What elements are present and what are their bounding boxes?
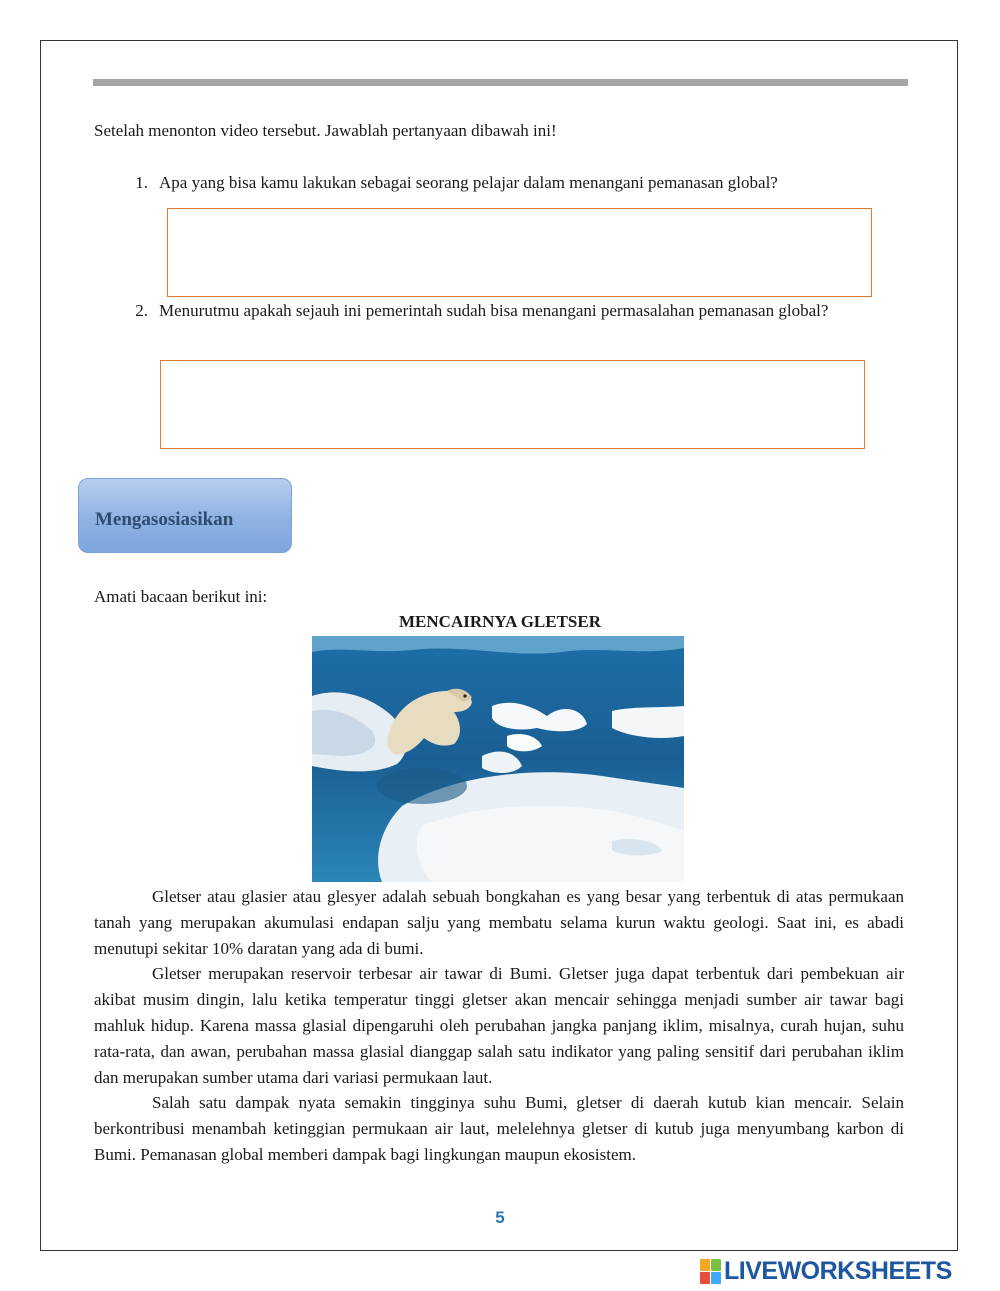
polar-bear-photo <box>312 636 684 882</box>
answer-box-2[interactable] <box>160 360 865 449</box>
section-tab <box>78 478 292 553</box>
question-1-number: 1. <box>135 173 148 192</box>
article-paragraph: Gletser atau glasier atau glesyer adalah sebuah bongkahan es yang besar yang terbentuk di atas permukaan tanah yang merupakan akumulasi endapan salju yang membatu selama kurun waktu geologi. Saat ini, es abadi menutupi sekitar 10% daratan yang ada di bumi. <box>94 887 904 958</box>
liveworksheets-logo <box>700 1258 952 1284</box>
article-paragraph: Salah satu dampak nyata semakin tingginya suhu Bumi, gletser di daerah kutub kian mencair. Selain berkontribusi menambah ketinggian permukaan air laut, melelehnya gletser di kutub juga menyumbang karbon di Bumi. Pemanasan global memberi dampak bagi lingkungan maupun ekosistem. <box>94 1093 904 1164</box>
question-2-number: 2. <box>135 301 148 320</box>
page-number: 5 <box>495 1208 505 1227</box>
intro-text: Setelah menonton video tersebut. Jawablah pertanyaan dibawah ini! <box>94 121 557 140</box>
instruction-text: Amati bacaan berikut ini: <box>94 587 268 606</box>
question-2-text: Menurutmu apakah sejauh ini pemerintah sudah bisa menangani permasalahan pemanasan global? <box>159 301 829 320</box>
article-body <box>94 884 904 1168</box>
header-rule <box>93 79 908 86</box>
answer-box-1[interactable] <box>167 208 872 297</box>
question-1-text: Apa yang bisa kamu lakukan sebagai seorang pelajar dalam menangani pemanasan global? <box>159 173 778 192</box>
logo-squares-icon <box>700 1259 721 1284</box>
watermark-text: LIVEWORKSHEETS <box>724 1256 952 1285</box>
section-label: Mengasosiasikan <box>95 509 234 530</box>
article-paragraph: Gletser merupakan reservoir terbesar air tawar di Bumi. Gletser juga dapat terbentuk dari pembekuan air akibat musim dingin, lalu ketika temperatur tinggi gletser akan mencair sehingga menjadi sumber air tawar bagi mahluk hidup. Karena massa glasial dipengaruhi oleh perubahan jangka panjang iklim, misalnya, curah hujan, suhu rata-rata, dan awan, perubahan massa glasial dianggap salah satu indikator yang paling sensitif dari perubahan iklim dan merupakan sumber utama dari variasi permukaan laut. <box>94 964 904 1087</box>
article-title: MENCAIRNYA GLETSER <box>399 612 601 631</box>
